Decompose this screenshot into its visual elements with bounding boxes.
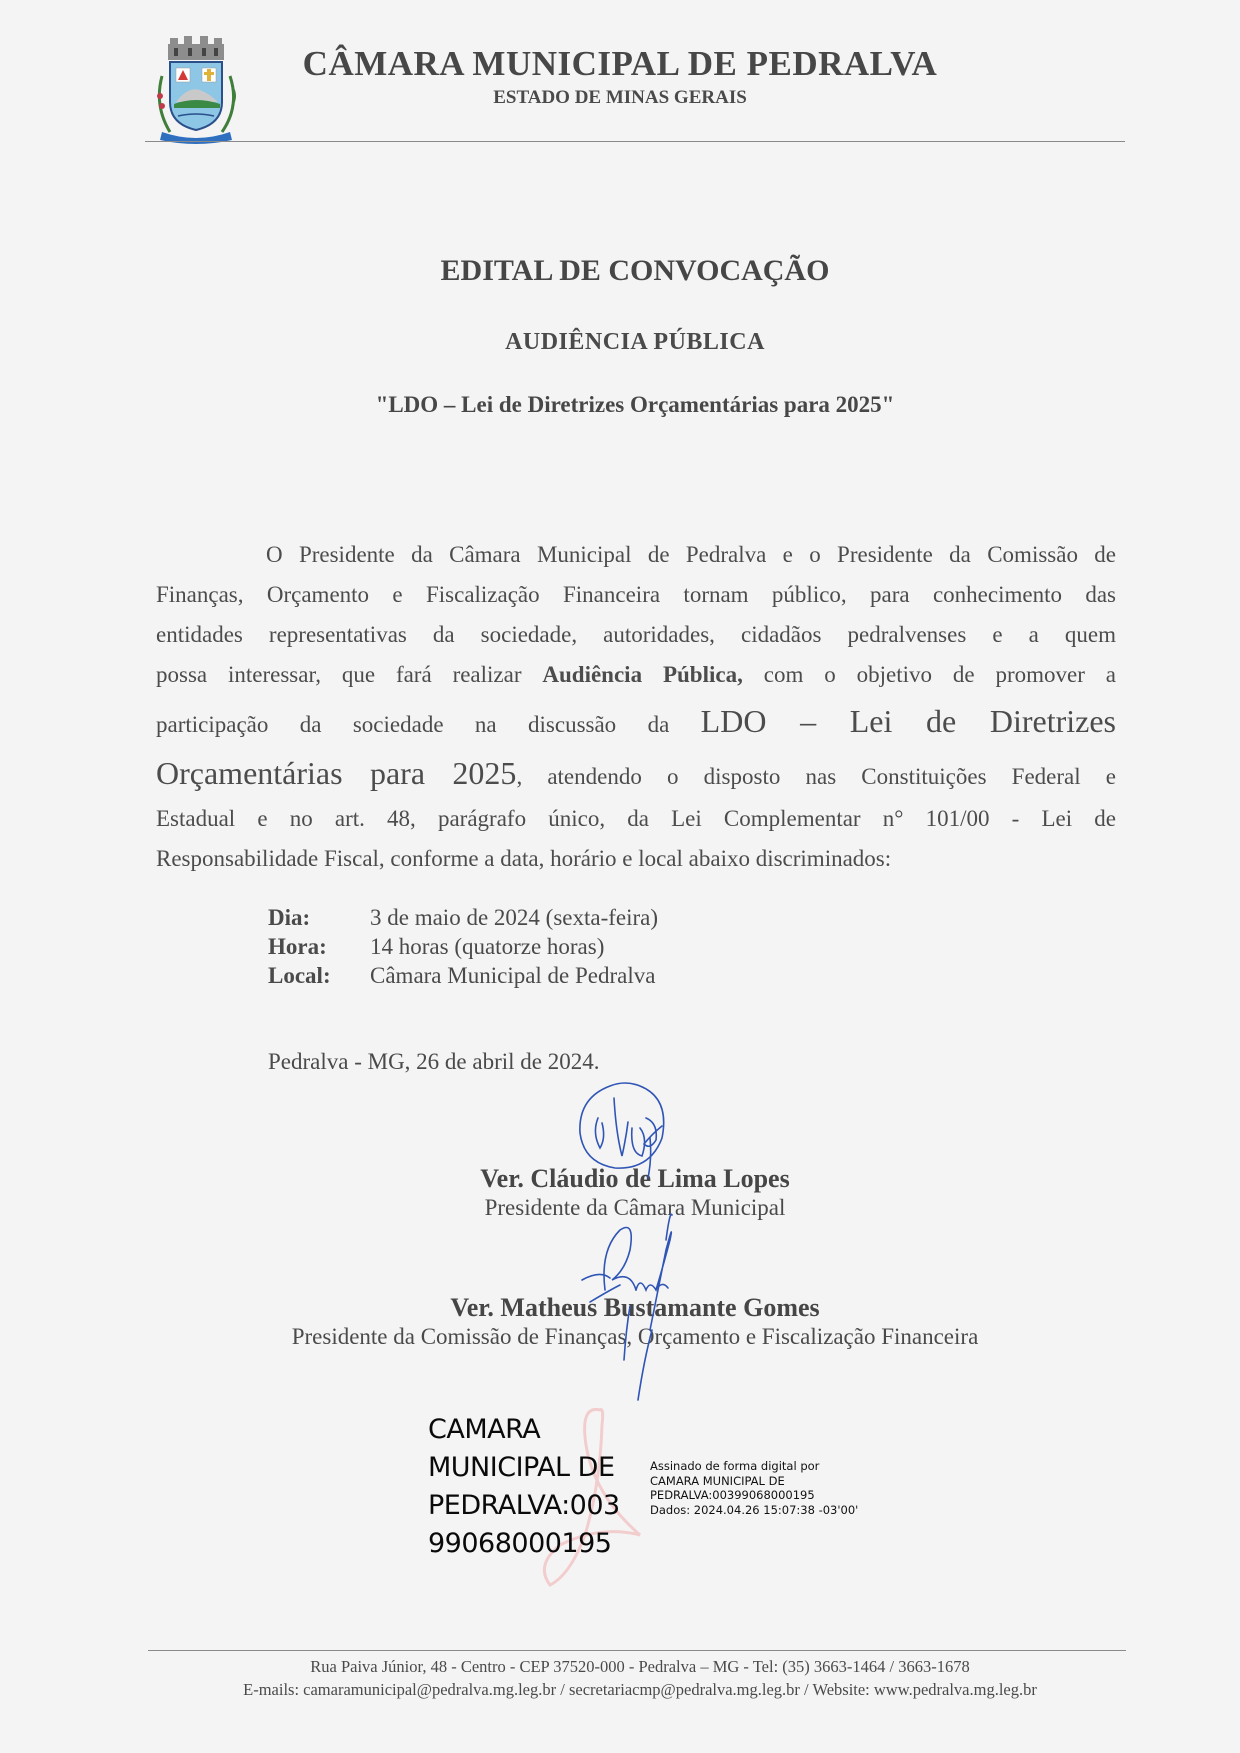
state-name: ESTADO DE MINAS GERAIS bbox=[493, 87, 747, 108]
detail-value: 3 de maio de 2024 (sexta-feira) bbox=[370, 905, 659, 930]
body-line bbox=[156, 655, 1116, 695]
body-line: O Presidente da Câmara Municipal de Pedralva e o Presidente da Comissão de bbox=[266, 542, 1116, 567]
org-name: CÂMARA MUNICIPAL DE PEDRALVA bbox=[302, 44, 938, 83]
body-text: possa interessar, que fará realizar bbox=[156, 662, 522, 687]
body-text: participação da sociedade na discussão da bbox=[156, 712, 670, 737]
detail-row-place bbox=[268, 961, 658, 990]
body-large-text: Orçamentárias para 2025 bbox=[156, 755, 517, 791]
signatory-2 bbox=[0, 1293, 1240, 1350]
digital-signer-name: CAMARA bbox=[428, 1414, 541, 1445]
document-subtitle: AUDIÊNCIA PÚBLICA bbox=[505, 329, 765, 355]
detail-value: Câmara Municipal de Pedralva bbox=[370, 963, 656, 988]
detail-label: Hora: bbox=[268, 934, 327, 959]
body-text: com o objetivo de promover a bbox=[763, 662, 1116, 687]
detail-row-day bbox=[268, 903, 658, 932]
signatory-name: Ver. Cláudio de Lima Lopes bbox=[480, 1164, 790, 1193]
body-text: , atendendo o disposto nas Constituições Federal e bbox=[516, 764, 1116, 789]
signatory-name: Ver. Matheus Bustamante Gomes bbox=[450, 1293, 820, 1322]
body-line bbox=[156, 747, 1116, 799]
detail-label: Dia: bbox=[268, 905, 311, 930]
signatory-role: Presidente da Câmara Municipal bbox=[484, 1195, 786, 1220]
detail-label: Local: bbox=[268, 963, 331, 988]
detail-value: 14 horas (quatorze horas) bbox=[370, 934, 605, 959]
event-details bbox=[268, 903, 658, 990]
header-divider bbox=[145, 141, 1125, 142]
document-subject: "LDO – Lei de Diretrizes Orçamentárias para 2025" bbox=[375, 392, 895, 417]
signature-detail-line: CAMARA MUNICIPAL DE bbox=[650, 1473, 785, 1488]
footer-address: Rua Paiva Júnior, 48 - Centro - CEP 37520-000 - Pedralva – MG - Tel: (35) 3663-1464 / 3663-1678 bbox=[310, 1657, 970, 1676]
body-line bbox=[156, 695, 1116, 747]
footer-contacts: E-mails: camaramunicipal@pedralva.mg.leg.br / secretariacmp@pedralva.mg.leg.br / Website: www.pedralva.mg.leg.br bbox=[243, 1680, 1037, 1699]
body-large-text: LDO – Lei de Diretrizes bbox=[700, 703, 1116, 739]
signatory-role: Presidente da Comissão de Finanças, Orçamento e Fiscalização Financeira bbox=[291, 1324, 979, 1349]
signatory-1 bbox=[0, 1164, 1240, 1221]
document-title: EDITAL DE CONVOCAÇÃO bbox=[440, 254, 830, 287]
signature-detail-line: PEDRALVA:00399068000195 bbox=[650, 1488, 815, 1502]
digital-signature-details bbox=[650, 1459, 858, 1517]
coat-of-arms-icon bbox=[148, 36, 244, 146]
signature-detail-line: Assinado de forma digital por bbox=[650, 1459, 820, 1473]
digital-signer-name: MUNICIPAL DE bbox=[428, 1452, 615, 1483]
body-paragraph bbox=[156, 535, 1116, 879]
body-line: Finanças, Orçamento e Fiscalização Financeira tornam público, para conhecimento das bbox=[156, 582, 1116, 607]
place-and-date: Pedralva - MG, 26 de abril de 2024. bbox=[268, 1049, 600, 1074]
signature-detail-line: Dados: 2024.04.26 15:07:38 -03'00' bbox=[650, 1502, 859, 1517]
digital-signature-block bbox=[428, 1411, 859, 1563]
body-line: entidades representativas da sociedade, autoridades, cidadãos pedralvenses e a quem bbox=[156, 622, 1116, 647]
detail-row-time bbox=[268, 932, 658, 961]
footer-divider bbox=[148, 1650, 1126, 1651]
digital-signer-name: PEDRALVA:003 bbox=[428, 1490, 620, 1521]
body-line: Estadual e no art. 48, parágrafo único, da Lei Complementar n° 101/00 - Lei de bbox=[156, 806, 1116, 831]
digital-signer-name: 99068000195 bbox=[428, 1528, 612, 1559]
body-bold-text: Audiência Pública, bbox=[542, 662, 743, 687]
body-line: Responsabilidade Fiscal, conforme a data, horário e local abaixo discriminados: bbox=[156, 846, 892, 871]
